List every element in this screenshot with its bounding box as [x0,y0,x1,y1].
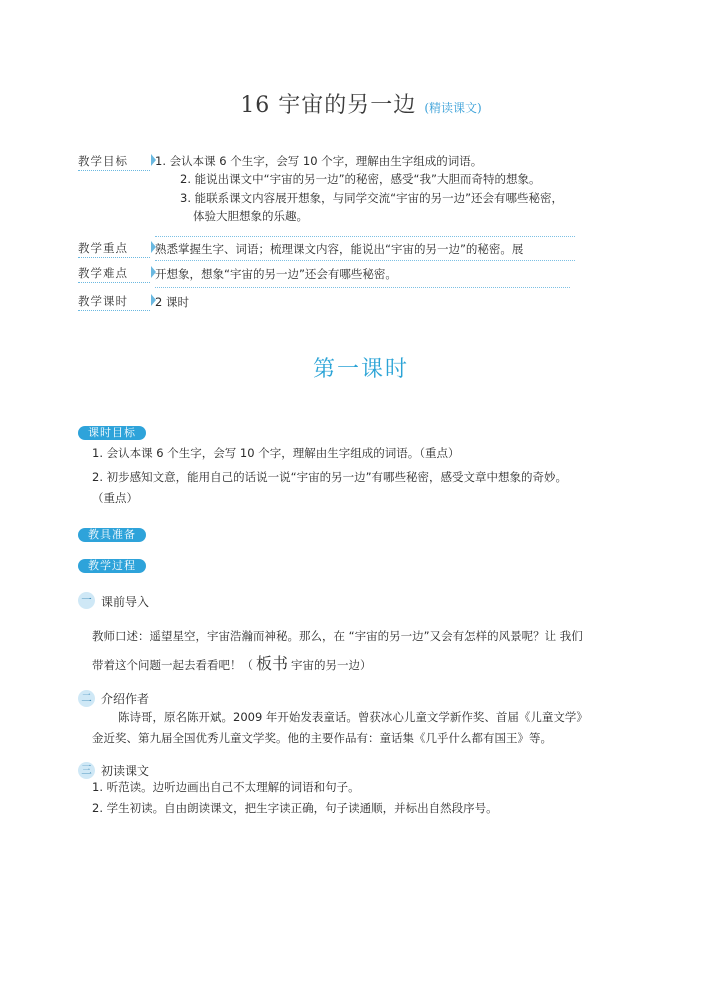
divider [155,236,575,237]
goal-3-cont: 体验大胆想象的乐趣。 [193,209,308,223]
goal-1: 1. 会认本课 6 个生字，会写 10 个字，理解由生字组成的词语。 [155,154,483,168]
divider [155,260,575,261]
hours-text: 2 课时 [155,295,189,309]
section-1-title: 课前导入 [101,595,150,609]
goal-2: 2. 能说出课文中“宇宙的另一边”的秘密，感受“我”大胆而奇特的想象。 [180,172,541,186]
section-1-line-2 [92,655,372,674]
goal-3: 3. 能联系课文内容展开想象，与同学交流“宇宙的另一边”还会有哪些秘密， [180,191,564,205]
objective-1: 1. 会认本课 6 个生字，会写 10 个字，理解由生字组成的词语。（重点） [92,446,460,460]
page-title [0,88,722,119]
divider [155,287,570,288]
goals-label: 教学目标 [78,153,150,171]
section-1-number: 一 [78,592,95,609]
section-3-line-1: 1. 听范读。边听边画出自己不太理解的词语和句子。 [92,780,360,794]
objective-2: 2. 初步感知文意，能用自己的话说一说“宇宙的另一边”有哪些秘密，感受文章中想象的奇妙。 [92,470,568,484]
difficult-label: 教学难点 [78,265,150,283]
section-1-line-1: 教师口述：遥望星空，宇宙浩瀚而神秘。那么，在 “宇宙的另一边”又会有怎样的风景呢？让 我们 [92,629,583,643]
hours-label: 教学课时 [78,293,150,311]
objectives-label: 课时目标 [78,426,146,440]
section-1-line-2-text: 带着这个问题一起去看看吧！（ [92,658,253,672]
tools-label: 教具准备 [78,528,146,542]
section-3-title: 初读课文 [101,764,150,778]
key-text: 熟悉掌握生字、词语；梳理课文内容，能说出“宇宙的另一边”的秘密。展 [155,242,524,256]
difficult-text: 开想象，想象“宇宙的另一边”还会有哪些秘密。 [155,267,397,281]
banshu-text: 宇宙的另一边） [291,658,372,672]
objective-2-cont: （重点） [92,491,138,505]
section-2-line-1: 陈诗哥，原名陈开斌。2009 年开始发表童话。曾获冰心儿童文学新作奖、首届《儿童文学》 [118,710,588,724]
section-3-number: 三 [78,762,95,779]
title-main: 16 宇宙的另一边 [240,93,417,118]
banshu-label: 板书 [256,654,289,673]
section-2-number: 二 [78,690,95,707]
section-3-line-2: 2. 学生初读。自由朗读课文，把生字读正确，句子读通顺，并标出自然段序号。 [92,801,498,815]
title-sub: (精读课文) [424,101,482,115]
lesson-title: 第一课时 [312,357,409,382]
process-label: 教学过程 [78,559,146,573]
section-2-title: 介绍作者 [101,692,150,706]
section-2-line-2: 金近奖、第九届全国优秀儿童文学奖。他的主要作品有：童话集《几乎什么都有国王》等。 [92,731,552,745]
key-label: 教学重点 [78,240,150,258]
